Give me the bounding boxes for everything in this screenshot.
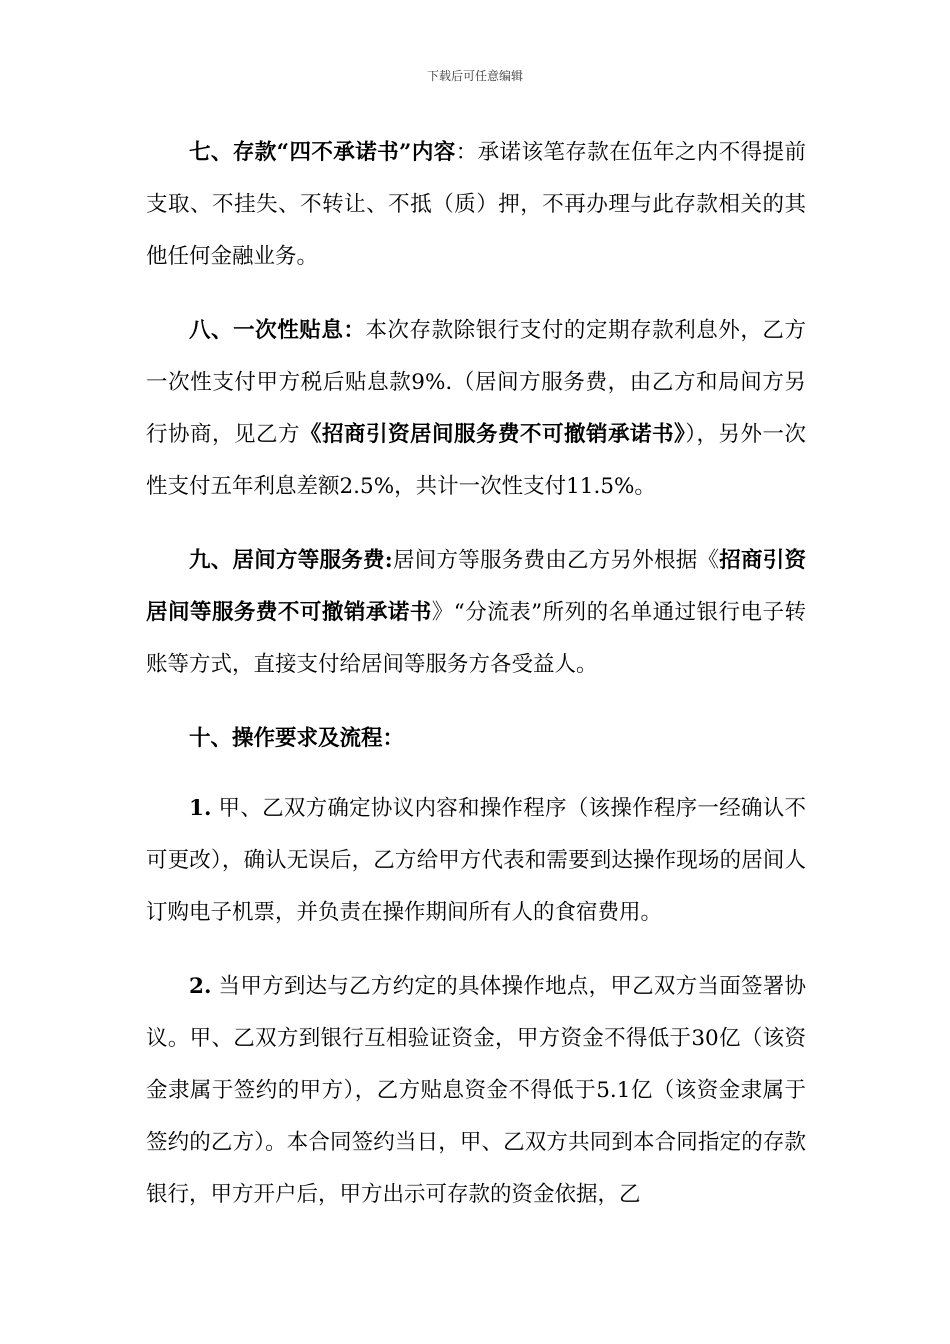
section-8-body-b: ），另外一次性支付五年利息差额2.5%，共计一次性支付11.5%。 (146, 422, 806, 499)
section-7 (146, 127, 806, 283)
list-item-1-number: 1. (189, 796, 212, 821)
section-8-heading: 八、一次性贴息： (189, 318, 366, 343)
section-7-colon: ： (455, 140, 478, 165)
section-10-heading: 十、操作要求及流程： (189, 726, 405, 751)
section-8 (146, 305, 806, 513)
section-9-body-a: 居间方等服务费由乙方另外根据《 (392, 548, 720, 573)
section-8-doc-title: 《招商引资居间服务费不可撤销承诺书》 (300, 422, 686, 447)
list-item-1-body: 甲、乙双方确定协议内容和操作程序（该操作程序一经确认不可更改），确认无误后，乙方给甲方代表和需要到达操作现场的居间人订购电子机票，并负责在操作期间所有人的食宿费用。 (146, 796, 806, 925)
list-item-1 (146, 783, 806, 939)
section-10 (146, 713, 806, 765)
section-7-heading: 七、存款“四不承诺书”内容 (189, 140, 456, 165)
page-header-note: 下载后可任意编辑 (426, 69, 523, 83)
section-7-body: 承诺该笔存款在伍年之内不得提前支取、不挂失、不转让、不抵（质）押，不再办理与此存款相关的其他任何金融业务。 (146, 140, 806, 269)
section-9 (146, 535, 806, 691)
section-9-body-b: 》“分流表”所列的名单通过银行电子转账等方式，直接支付给居间等服务方各受益人。 (146, 600, 806, 677)
document-body (146, 127, 806, 1243)
list-item-2 (146, 961, 806, 1221)
list-item-2-number: 2. (189, 974, 212, 999)
section-8-body-a: 本次存款除银行支付的定期存款利息外，乙方一次性支付甲方税后贴息款9%.（居间方服务费，由乙方和局间方另行协商，见乙方 (146, 318, 806, 447)
list-item-2-body: 当甲方到达与乙方约定的具体操作地点，甲乙双方当面签署协议。甲、乙双方到银行互相验证资金，甲方资金不得低于30亿（该资金隶属于签约的甲方），乙方贴息资金不得低于5.1亿（该资金隶属于签约的乙方）。本合同签约当日，甲、乙双方共同到本合同指定的存款银行，甲方开户后，甲方出示可存款的资金依据，乙 (146, 974, 806, 1207)
section-9-heading: 九、居间方等服务费: (189, 548, 393, 573)
section-9-doc-title: 招商引资居间等服务费不可撤销承诺书 (146, 548, 806, 625)
